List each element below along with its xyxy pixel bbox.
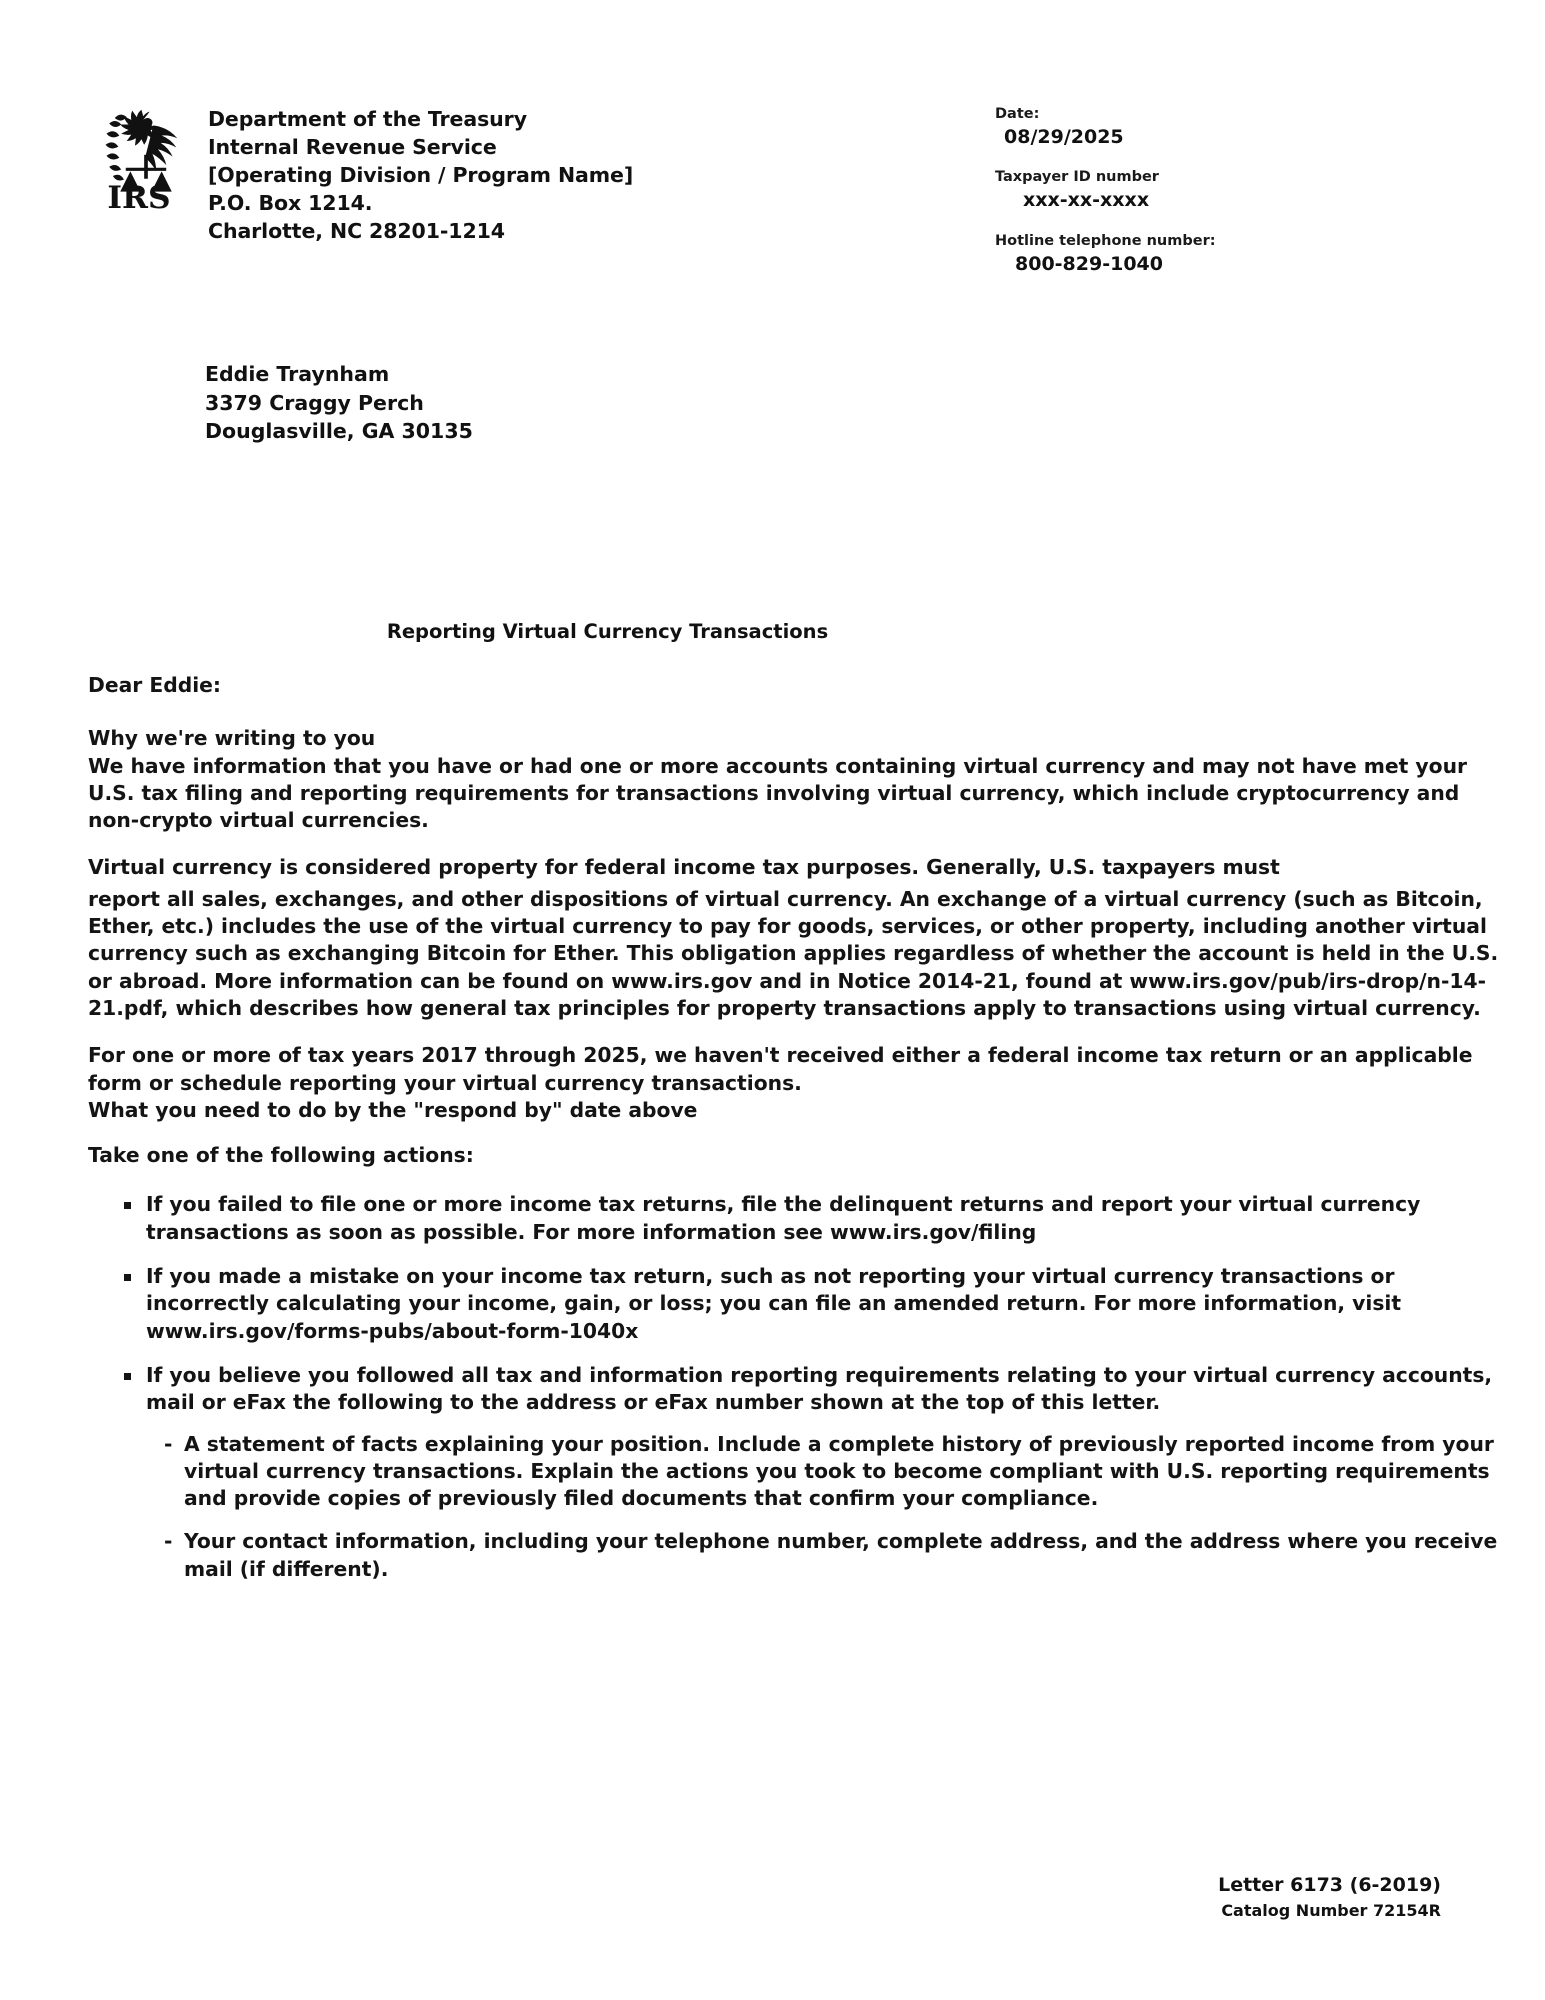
agency-block — [100, 105, 633, 245]
agency-line-service: Internal Revenue Service — [208, 135, 497, 160]
list-item — [164, 1431, 1506, 1513]
take-actions-lead: Take one of the following actions: — [88, 1143, 474, 1168]
letter-footer — [1218, 1873, 1441, 1922]
sub-bullet-text: A statement of facts explaining your position. Include a complete history of previously reported income from your virtual currency transactions. Explain the actions you took to become compliant with U.S. reporting requirements and provide copies of previously filed documents that confirm your compliance. — [184, 1431, 1494, 1511]
taxpayer-id-value: xxx-xx-xxxx — [1023, 189, 1150, 212]
letter-header — [0, 105, 1545, 295]
section-heading-why: Why we're writing to you — [88, 726, 376, 751]
hotline-label: Hotline telephone number: — [995, 232, 1216, 249]
section-heading-what-to-do: What you need to do by the "respond by" date above — [88, 1097, 698, 1122]
sub-bullet-text: Your contact information, including your telephone number, complete address, and the address where you receive mail (if different). — [184, 1529, 1498, 1581]
bullet-text: If you believe you followed all tax and information reporting requirements relating to your virtual currency accounts, mail or eFax the following to the address or eFax number shown at the top of this letter. — [146, 1362, 1493, 1415]
recipient-street: 3379 Craggy Perch — [205, 390, 424, 415]
recipient-city-state-zip: Douglasville, GA 30135 — [205, 419, 473, 444]
date-label: Date: — [995, 106, 1040, 122]
taxpayer-id-label: Taxpayer ID number — [995, 169, 1159, 186]
agency-line-city: Charlotte, NC 28201-1214 — [208, 219, 505, 244]
sub-dash-list — [146, 1431, 1506, 1583]
agency-line-po-box: P.O. Box 1214. — [208, 191, 373, 216]
paragraph-tax-years: For one or more of tax years 2017 through 2025, we haven't received either a federal income tax return or an applicable form or schedule reporting your virtual currency transactions. — [88, 1043, 1473, 1095]
paragraph-why-writing: We have information that you have or had one or more accounts containing virtual currency and may not have met your U.S. tax filing and reporting requirements for transactions involving virtual currency, which include cryptocurrency and non-crypto virtual currencies. — [88, 753, 1468, 833]
letter-meta-block — [995, 105, 1415, 277]
recipient-name: Eddie Traynham — [205, 362, 390, 386]
irs-eagle-logo-icon — [100, 105, 192, 210]
svg-text:IRS: IRS — [107, 180, 171, 210]
meta-hotline-group — [995, 232, 1415, 277]
letter-subject-title: Reporting Virtual Currency Transactions — [386, 620, 829, 643]
agency-line-division: [Operating Division / Program Name] — [208, 163, 634, 188]
hotline-value: 800-829-1040 — [1015, 252, 1163, 275]
bullet-text: If you made a mistake on your income tax return, such as not reporting your virtual currency transactions or incorrectly calculating your income, gain, or loss; you can file an amended return. For more information, visit www.irs.gov/forms-pubs/about-form-1040x — [146, 1264, 1402, 1343]
list-item — [122, 1263, 1506, 1345]
recipient-address-block — [205, 360, 473, 446]
paragraph-property-detail: report all sales, exchanges, and other dispositions of virtual currency. An exchange of a virtual currency (such as Bitcoin, Ether, etc.) includes the use of the virtual currency to pay for goods, services, or other property, including another virtual currency such as exchanging Bitcoin for Ether. This obligation applies regardless of whether the account is held in the U.S. or abroad. More information can be found on www.irs.gov and in Notice 2014-21, found at www.irs.gov/pub/irs-drop/n-14-21.pdf, which describes how general tax principles for property transactions apply to transactions using virtual currency. — [88, 886, 1499, 1020]
list-item — [164, 1528, 1506, 1583]
meta-date-group — [995, 105, 1415, 150]
agency-address-lines — [208, 105, 633, 245]
date-value: 08/29/2025 — [1004, 125, 1124, 148]
list-item — [122, 1191, 1506, 1246]
action-bullet-list — [88, 1191, 1506, 1583]
letter-body — [88, 672, 1506, 1600]
catalog-number: Catalog Number 72154R — [1221, 1901, 1441, 1921]
salutation: Dear Eddie: — [88, 673, 222, 697]
letter-number: Letter 6173 (6-2019) — [1218, 1873, 1441, 1896]
agency-line-department: Department of the Treasury — [208, 107, 527, 131]
bullet-text: If you failed to file one or more income tax returns, file the delinquent returns and report your virtual currency transactions as soon as possible. For more information see www.irs.gov/filing — [146, 1192, 1421, 1244]
paragraph-property-intro: Virtual currency is considered property for federal income tax purposes. Generally, U.S. taxpayers must — [88, 855, 1280, 880]
list-item — [122, 1362, 1506, 1583]
meta-taxpayer-id-group — [995, 168, 1415, 213]
